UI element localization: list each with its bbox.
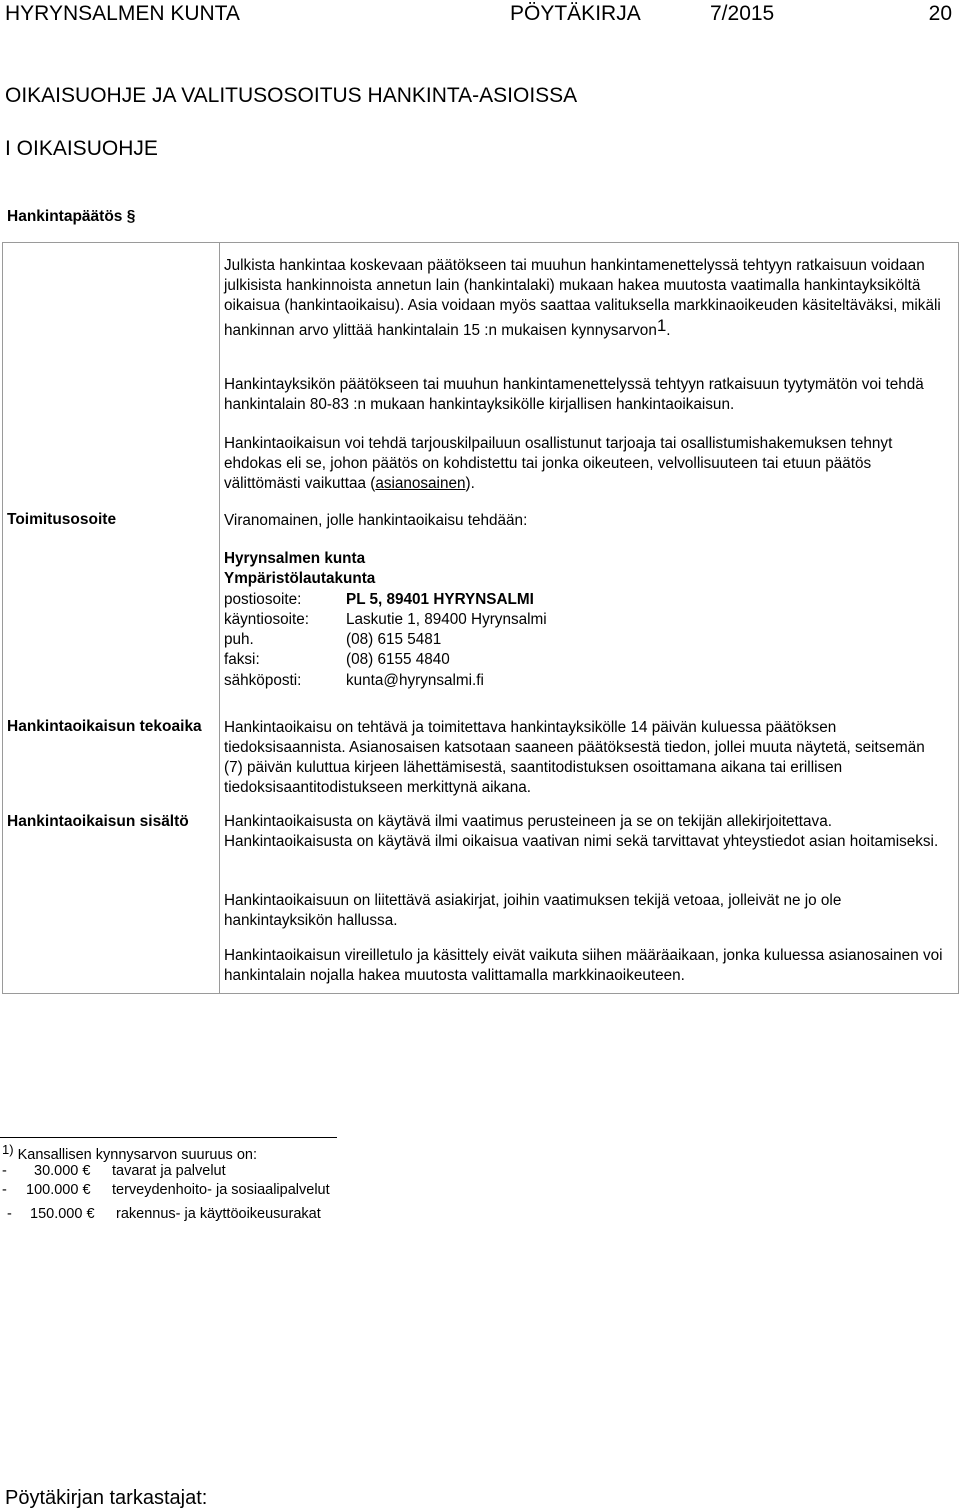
footnote-title: $^{1)}$ Kansallisen kynnysarvon suuruus on:	[2, 1142, 257, 1163]
postal-address: PL 5, 89401 HYRYNSALMI	[346, 590, 534, 608]
table-border-top	[2, 242, 959, 243]
minutes-reviewers-label: Pöytäkirjan tarkastajat:	[5, 1487, 208, 1509]
section-heading: I OIKAISUOHJE	[5, 137, 158, 160]
email-address: kunta@hyrynsalmi.fi	[346, 671, 484, 689]
content-paragraph-3: Hankintaoikaisun vireilletulo ja käsittely eivät vaikuta siihen määräaikaan, jonka kuluessa asianosainen voi hankintalain nojalla hakea muutosta valittamalla markkinaoikeuteen.	[224, 947, 943, 984]
table-border-left	[2, 242, 3, 994]
content-paragraph-2: Hankintaoikaisuun on liitettävä asiakirjat, joihin vaatimuksen tekijä vetoaa, jolleivät ne jo ole hankintayksikön hallussa.	[224, 892, 842, 929]
footnote-separator	[0, 1137, 337, 1138]
table-border-right	[958, 242, 959, 994]
board-name: Ympäristölautakunta	[224, 570, 376, 588]
euro-icon: €	[82, 1182, 91, 1198]
decision-paragraph-2: Hankintayksikön päätökseen tai muuhun hankintamenettelyssä tehtyyn ratkaisuun tyytymätön voi tehdä hankintalain 80-83 :n mukaan hankintayksikölle kirjallisen hankintaoikaisun.	[224, 376, 924, 413]
visiting-address: Laskutie 1, 89400 Hyrynsalmi	[346, 610, 547, 628]
table-column-divider	[219, 242, 220, 994]
label-correction-content: Hankintaoikaisun sisältö	[7, 813, 189, 830]
decision-paragraph-3: Hankintaoikaisun voi tehdä tarjouskilpailuun osallistunut tarjoaja tai osallistumishakemuksen tehnyt ehdokas eli se, johon päätös on kohdistettu tai jonka oikeuteen, velvollisuuteen tai etuun päätös välittömästi vaikuttaa (asianosainen).	[224, 435, 893, 492]
authority-name: Hyrynsalmen kunta	[224, 550, 366, 567]
fax-row: faksi: (08) 6155 4840	[224, 650, 375, 670]
party-term: asianosainen	[375, 475, 466, 492]
phone-row: puh. (08) 615 5481	[224, 630, 375, 650]
document-type: PÖYTÄKIRJA	[510, 2, 641, 25]
label-procurement-decision: Hankintapäätös §	[7, 208, 136, 225]
decision-paragraph-1: Julkista hankintaa koskevaan päätökseen tai muuhun hankintamenettelyssä tehtyyn ratkaisuun voidaan julkisista hankinnoista annetun lain (hankintalaki) mukaan hakea muutosta vaatimalla hankintayksiköltä oikaisua (hankintaoikaisu). Asia voidaan myös saattaa valituksella markkinaoikeuden käsiteltäväksi, mikäli hankinnan arvo ylittää hankintalain 15 :n mukaisen kynnysarvon$^1$.	[224, 257, 941, 339]
page-header	[5, 0, 955, 30]
visiting-address-row: käyntiosoite: Laskutie 1, 89400 Hyrynsalmi	[224, 610, 375, 630]
contact-address-block	[224, 549, 547, 691]
page-number: 20	[928, 2, 952, 25]
label-correction-deadline: Hankintaoikaisun tekoaika	[7, 718, 202, 735]
municipality-name: HYRYNSALMEN KUNTA	[5, 2, 240, 25]
label-delivery-address: Toimitusosoite	[7, 511, 117, 528]
table-border-bottom	[2, 993, 959, 994]
email-row: sähköposti: kunta@hyrynsalmi.fi	[224, 671, 375, 691]
minutes-number: 7/2015	[710, 2, 775, 25]
postal-address-row: postiosoite: PL 5, 89401 HYRYNSALMI	[224, 590, 375, 610]
fax-number: (08) 6155 4840	[346, 651, 450, 669]
delivery-intro: Viranomainen, jolle hankintaoikaisu tehdään:	[224, 512, 528, 529]
euro-icon: €	[82, 1163, 91, 1179]
phone-number: (08) 615 5481	[346, 631, 442, 649]
section-sign-icon: §	[126, 208, 136, 225]
euro-icon: €	[86, 1206, 95, 1222]
content-paragraph-1: Hankintaoikaisusta on käytävä ilmi vaatimus perusteineen ja se on tekijän allekirjoitettava. Hankintaoikaisusta on käytävä ilmi oikaisua vaativan nimi sekä tarvittavat yhteystiedot asian hoitamiseksi.	[224, 813, 939, 850]
document-title: OIKAISUOHJE JA VALITUSOSOITUS HANKINTA-ASIOISSA	[5, 84, 578, 107]
deadline-text: Hankintaoikaisu on tehtävä ja toimitettava hankintayksikölle 14 päivän kuluessa päätöksen tiedoksisaannista. Asianosaisen katsotaan saaneen päätöksestä tiedon, jollei muuta näytetä, seitsemän (7) päivän kuluttua kirjeen lähettämisestä, saantitodistuksen osoittamana aikana tai erillisen tiedoksisaantitodistukseen merkittynä aikana.	[224, 719, 925, 796]
footnote-reference: 1	[656, 316, 667, 335]
